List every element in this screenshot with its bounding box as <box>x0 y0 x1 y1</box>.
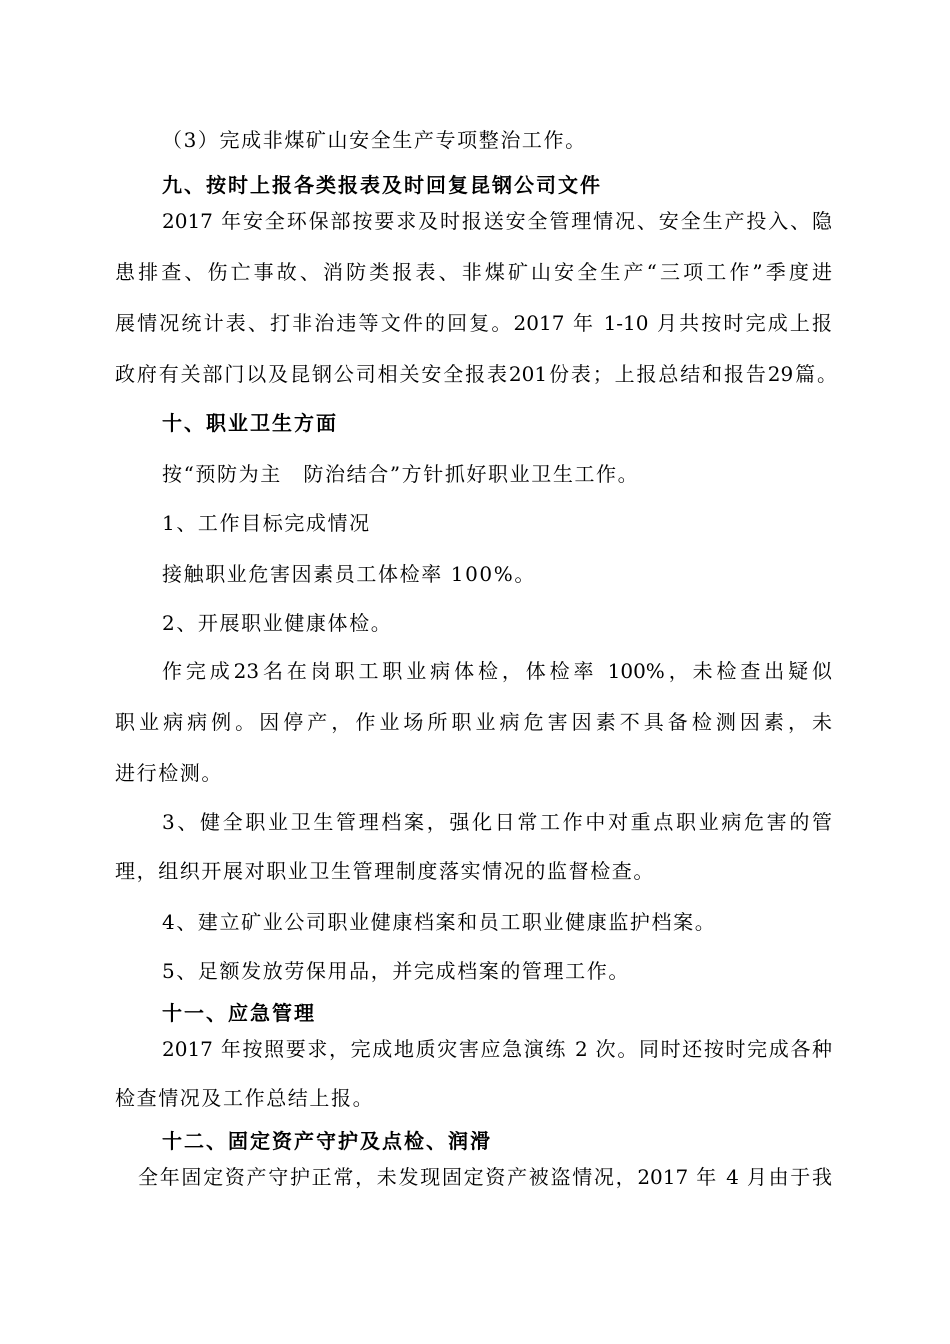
sub-item-1: 1、工作目标完成情况 <box>162 511 371 535</box>
section-9-para-line: 2017 年安全环保部按要求及时报送安全管理情况、安全生产投入、隐 <box>162 209 832 233</box>
sub-item-1-text: 接触职业危害因素员工体检率 100%。 <box>162 562 536 586</box>
sub-item-3-line: 理，组织开展对职业卫生管理制度落实情况的监督检查。 <box>115 859 655 883</box>
sub-item-2-text-line: 作完成23名在岗职工职业病体检，体检率 100%，未检查出疑似 <box>162 659 832 683</box>
section-9-para-line: 展情况统计表、打非治违等文件的回复。2017 年 1-10 月共按时完成上报 <box>115 311 832 335</box>
sub-item-2: 2、开展职业健康体检。 <box>162 611 393 635</box>
sub-item-2-text-line: 进行检测。 <box>115 761 223 785</box>
section-9-heading: 九、按时上报各类报表及时回复昆钢公司文件 <box>162 173 602 197</box>
sub-item-2-text-line: 职业病病例。因停产，作业场所职业病危害因素不具备检测因素，未 <box>115 710 832 734</box>
section-11-heading: 十一、应急管理 <box>162 1001 316 1025</box>
section-9-para-line: 患排查、伤亡事故、消防类报表、非煤矿山安全生产“三项工作”季度进 <box>115 260 832 284</box>
sub-item-4: 4、建立矿业公司职业健康档案和员工职业健康监护档案。 <box>162 910 717 934</box>
para-item-3: （3）完成非煤矿山安全生产专项整治工作。 <box>162 128 587 152</box>
sub-item-5: 5、足额发放劳保用品，并完成档案的管理工作。 <box>162 959 630 983</box>
section-11-para-line: 2017 年按照要求，完成地质灾害应急演练 2 次。同时还按时完成各种 <box>162 1037 832 1061</box>
section-12-heading: 十二、固定资产守护及点检、润滑 <box>162 1129 492 1153</box>
section-10-intro: 按“预防为主 防治结合”方针抓好职业卫生工作。 <box>162 462 640 486</box>
section-9-para-line: 政府有关部门以及昆钢公司相关安全报表201份表；上报总结和报告29篇。 <box>115 362 837 386</box>
section-10-heading: 十、职业卫生方面 <box>162 411 338 435</box>
section-11-para-line: 检查情况及工作总结上报。 <box>115 1086 375 1110</box>
sub-item-3-line: 3、健全职业卫生管理档案，强化日常工作中对重点职业病危害的管 <box>162 810 832 834</box>
section-12-para-line: 全年固定资产守护正常，未发现固定资产被盗情况，2017 年 4 月由于我 <box>138 1165 832 1189</box>
